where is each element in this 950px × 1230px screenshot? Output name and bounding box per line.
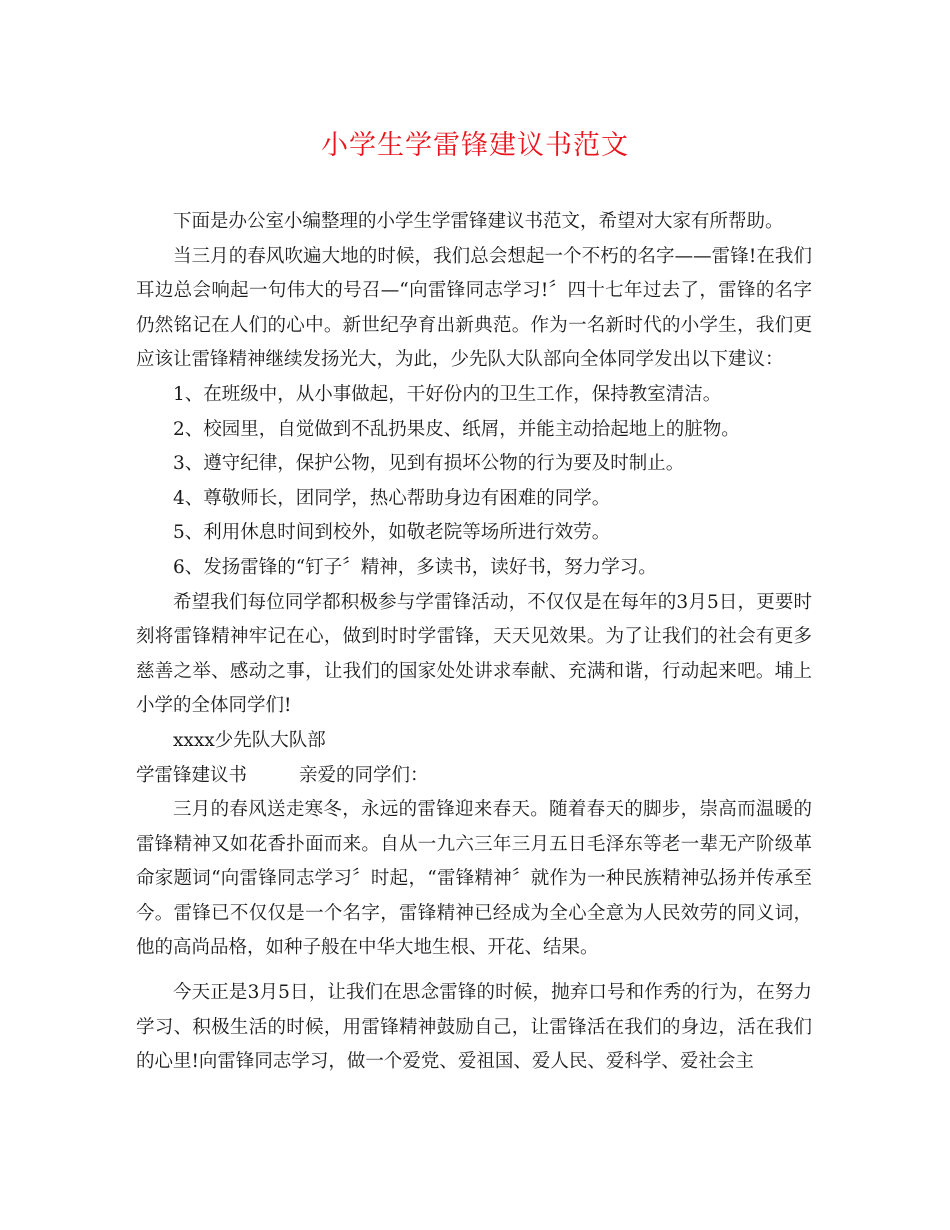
list-item: 4、尊敬师长，团同学，热心帮助身边有困难的同学。 [173,487,611,509]
document-body [136,205,812,1080]
list-item: 3、遵守纪律，保护公物，见到有损坏公物的行为要及时制止。 [173,453,685,475]
document-title: 小学生学雷锋建议书范文 [321,130,629,161]
intro-paragraph: 下面是办公室小编整理的小学生学雷锋建议书范文，希望对大家有所帮助。 [173,211,784,232]
letter-heading-line [136,759,812,794]
salutation: 亲爱的同学们： [299,764,429,786]
list-item: 2、校园里，自觉做到不乱扔果皮、纸屑，并能主动拾起地上的脏物。 [173,418,740,440]
signature: xxxx少先队大队部 [173,729,326,751]
list-item: 5、利用休息时间到校外，如敬老院等场所进行效劳。 [173,522,611,544]
letter-heading: 学雷锋建议书 [136,764,248,786]
paragraph-1: 当三月的春风吹遍大地的时候，我们总会想起一个不朽的名字——雷锋!在我们耳边总会响起一句伟大的号召—“向雷锋同志学习!〞四十七年过去了，雷锋的名字仍然铭记在人们的心中。新世纪孕育出新典范。作为一名新时代的小学生，我们更应该让雷锋精神继续发扬光大，为此，少先队大队部向全体同学发出以下建议： [136,245,812,371]
paragraph-4: 今天正是3月5日，让我们在思念雷锋的时候，抛弃口号和作秀的行为，在努力学习、积极生活的时候，用雷锋精神鼓励自己，让雷锋活在我们的身边，活在我们的心里!向雷锋同志学习，做一个爱党、爱祖国、爱人民、爱科学、爱社会主 [136,982,812,1073]
list-item: 6、发扬雷锋的“钉子〞精神，多读书，读好书，努力学习。 [173,556,657,578]
paragraph-2: 希望我们每位同学都积极参与学雷锋活动，不仅仅是在每年的3月5日，更要时刻将雷锋精神牢记在心，做到时时学雷锋，天天见效果。为了让我们的社会有更多慈善之举、感动之事，让我们的国家处处讲求奉献、充满和谐，行动起来吧。埔上小学的全体同学们! [136,591,812,717]
list-item: 1、在班级中，从小事做起，干好份内的卫生工作，保持教室清洁。 [173,383,722,405]
paragraph-3: 三月的春风送走寒冬，永远的雷锋迎来春天。随着春天的脚步，崇高而温暖的雷锋精神又如花香扑面而来。自从一九六三年三月五日毛泽东等老一辈无产阶级革命家题词“向雷锋同志学习〞时起，“雷锋精神〞就作为一种民族精神弘扬并传承至今。雷锋已不仅仅是一个名字，雷锋精神已经成为全心全意为人民效劳的同义词，他的高尚品格，如种子般在中华大地生根、开花、结果。 [136,799,812,959]
